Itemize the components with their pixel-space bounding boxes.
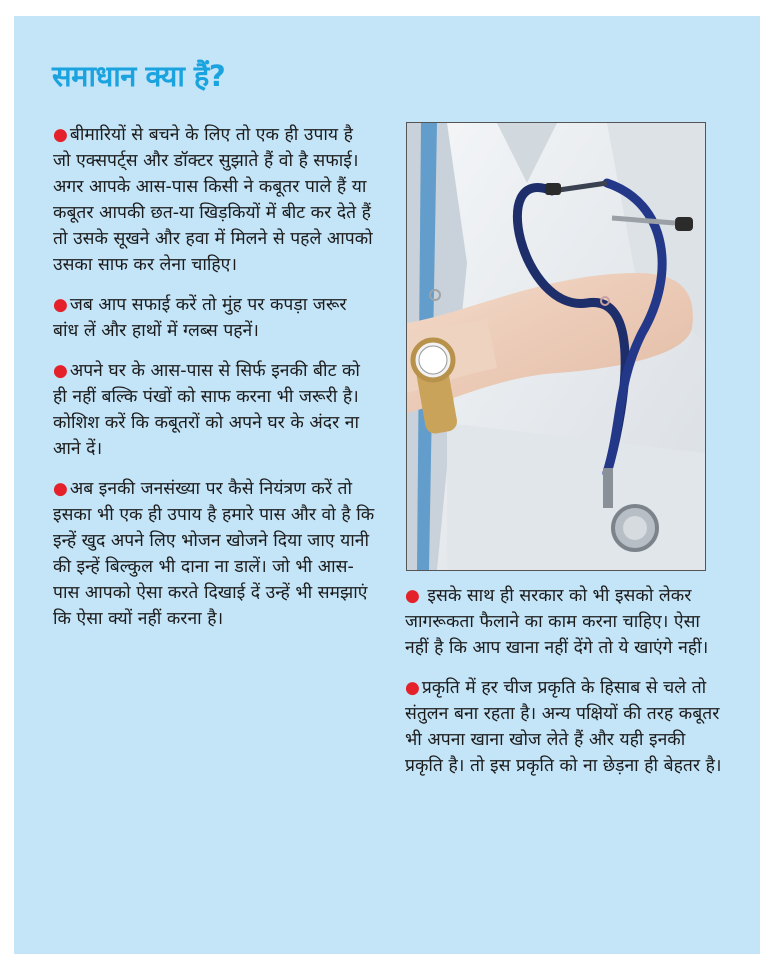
paragraph (53, 476, 375, 632)
bullet-icon: ● (53, 295, 68, 315)
bullet-icon: ● (405, 678, 420, 698)
paragraph-text: अब इनकी जनसंख्या पर कैसे नियंत्रण करें तो इसका भी एक ही उपाय है हमारे पास और वो है कि इन्हें खुद अपने लिए भोजन खोजने दिया जाए यानी की इन्हें बिल्कुल भी दाना ना डालें। जो भी आस-पास आपको ऐसा करते दिखाई दें उन्हें भी समझाएं कि ऐसा क्यों नहीं करना है। (53, 479, 375, 629)
paragraph (405, 583, 725, 661)
paragraph-text: अपने घर के आस-पास से सिर्फ इनकी बीट को ही नहीं बल्कि पंखों को साफ करना भी जरूरी है। कोशिश करें कि कबूतरों को अपने घर के अंदर ना आने दें। (53, 361, 360, 459)
bullet-icon: ● (53, 361, 68, 381)
paragraph-text: जब आप सफाई करें तो मुंह पर कपड़ा जरूर बांध लें और हाथों में ग्लब्स पहनें। (53, 295, 347, 341)
left-column (53, 122, 375, 646)
doctor-stethoscope-photo (406, 122, 706, 571)
article-title: समाधान क्या हैं? (52, 59, 226, 93)
paragraph-text: प्रकृति में हर चीज प्रकृति के हिसाब से चले तो संतुलन बना रहता है। अन्य पक्षियों की तरह कबूतर भी अपना खाना खोज लेते हैं और यही इनकी प्रकृति है। तो इस प्रकृति को ना छेड़ना ही बेहतर है। (405, 678, 722, 776)
paragraph (53, 292, 375, 344)
right-column (405, 583, 725, 793)
paragraph (53, 358, 375, 462)
paragraph-text: इसके साथ ही सरकार को भी इसको लेकर जागरूकता फैलाने का काम करना चाहिए। ऐसा नहीं है कि आप खाना नहीं देंगे तो ये खाएंगे नहीं। (405, 586, 709, 658)
paragraph (405, 675, 725, 779)
bullet-icon: ● (405, 586, 420, 606)
bullet-icon: ● (53, 479, 68, 499)
paragraph-text: बीमारियों से बचने के लिए तो एक ही उपाय है जो एक्सपर्ट्स और डॉक्टर सुझाते हैं वो है सफाई। अगर आपके आस-पास किसी ने कबूतर पाले हैं या कबूतर आपकी छत-या खिड़कियों में बीट कर देते हैं तो उसके सूखने और हवा में मिलने से पहले आपको उसका साफ कर लेना चाहिए। (53, 125, 373, 275)
doctor-holding-stethoscope-icon (407, 123, 705, 570)
bullet-icon: ● (53, 125, 68, 145)
paragraph (53, 122, 375, 278)
